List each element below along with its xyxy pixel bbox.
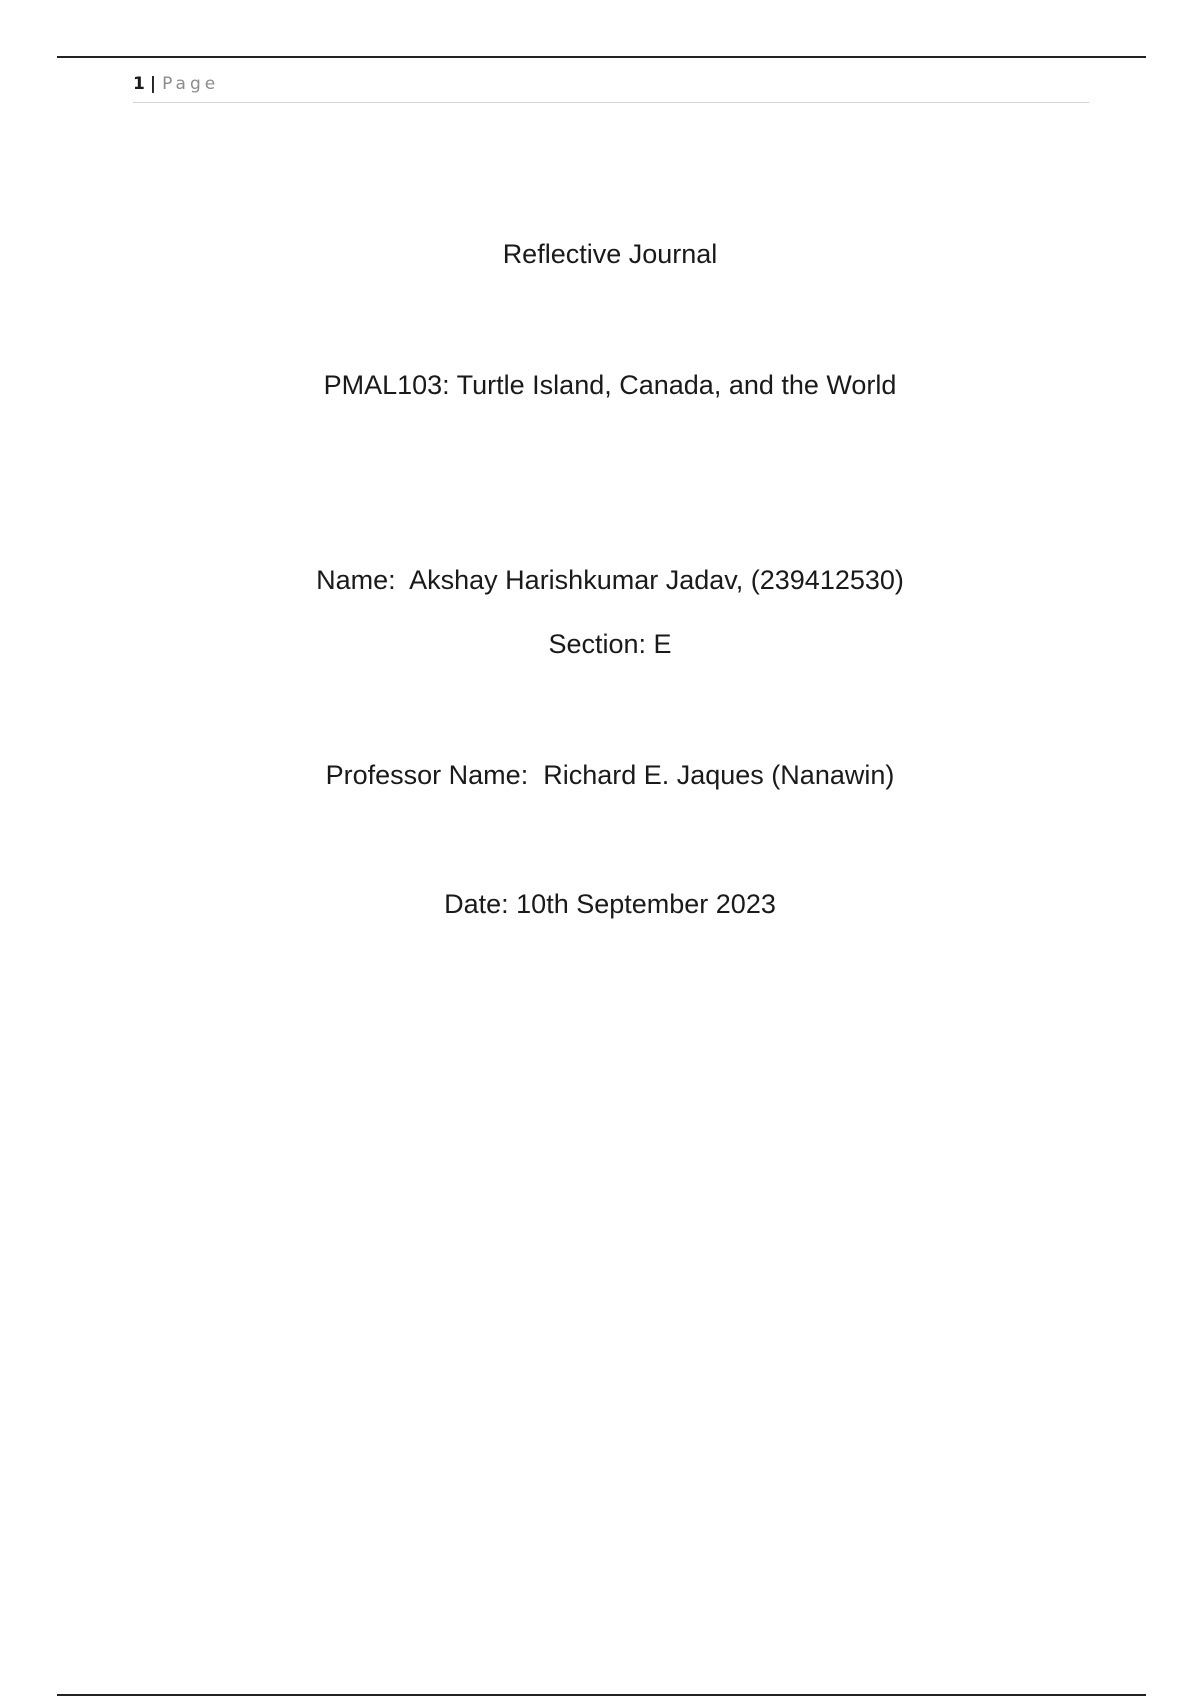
bottom-divider xyxy=(57,1694,1146,1696)
page-header xyxy=(133,70,1089,103)
document-title: Reflective Journal xyxy=(502,239,718,269)
page-number: 1 xyxy=(133,74,145,94)
top-divider xyxy=(57,56,1146,58)
section-label: Section: E xyxy=(548,629,672,659)
page-label: Page xyxy=(162,74,220,94)
page-separator: | xyxy=(149,74,157,94)
student-name: Name: Akshay Harishkumar Jadav, (239412530) xyxy=(316,565,904,595)
professor-name: Professor Name: Richard E. Jaques (Nanawin) xyxy=(325,760,895,790)
course-title: PMAL103: Turtle Island, Canada, and the World xyxy=(323,370,897,400)
submission-date: Date: 10th September 2023 xyxy=(444,889,776,919)
